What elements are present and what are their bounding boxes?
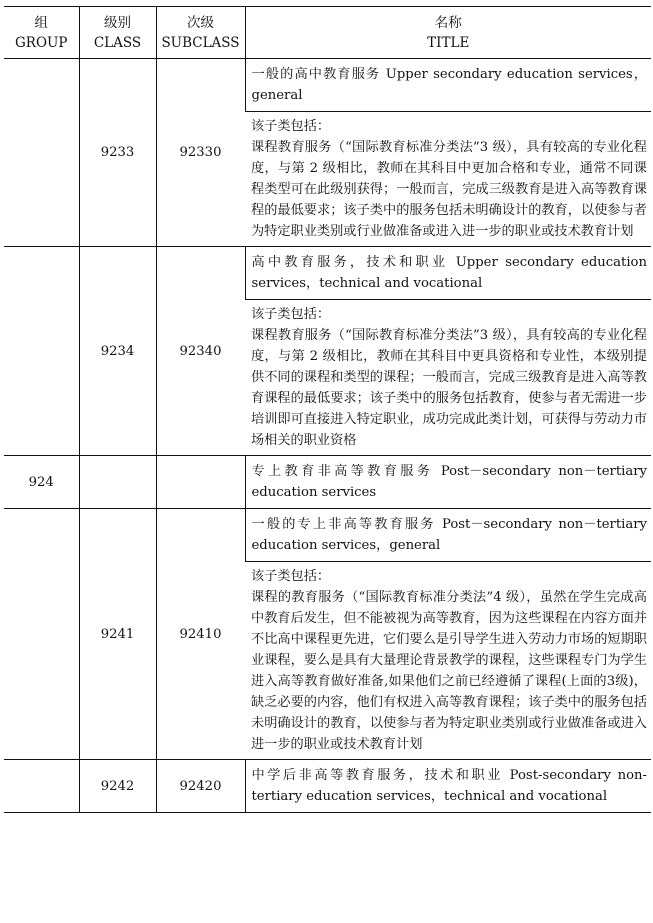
class-cell [79, 456, 156, 509]
group-cell [4, 509, 79, 760]
subclass-cell: 92330 [156, 59, 245, 247]
classification-table [4, 6, 651, 813]
group-cell [4, 760, 79, 813]
header-group-cn: 组 [34, 15, 48, 31]
header-title-en: TITLE [427, 35, 470, 51]
subclass-cell [156, 456, 245, 509]
header-title [245, 7, 651, 59]
table-header-row [4, 7, 651, 59]
table-row-924 [4, 456, 651, 509]
header-class [79, 7, 156, 59]
title-cell: 一般的专上非高等教育服务 Post－secondary non－tertiary education services，general [245, 509, 651, 562]
header-subclass [156, 7, 245, 59]
header-class-en: CLASS [93, 35, 142, 51]
title-cell: 一般的高中教育服务 Upper secondary education services，general [245, 59, 651, 112]
header-subclass-cn: 次级 [187, 15, 214, 31]
class-cell: 9234 [79, 247, 156, 456]
class-cell: 9241 [79, 509, 156, 760]
title-cell: 中学后非高等教育服务，技术和职业 Post-secondary non-tertiary education services，technical and vocational [245, 760, 651, 813]
description-cell [245, 112, 651, 247]
description-cell [245, 562, 651, 760]
description-label: 该子类包括： [251, 119, 331, 134]
table-row-9241-title [4, 509, 651, 562]
subclass-cell: 92340 [156, 247, 245, 456]
subclass-cell: 92410 [156, 509, 245, 760]
description-label: 该子类包括： [251, 307, 331, 322]
class-cell: 9242 [79, 760, 156, 813]
title-cell: 高中教育服务，技术和职业 Upper secondary education services，technical and vocational [245, 247, 651, 300]
subclass-cell: 92420 [156, 760, 245, 813]
header-class-cn: 级别 [104, 15, 131, 31]
header-group-en: GROUP [15, 35, 68, 51]
header-group [4, 7, 79, 59]
description-cell [245, 300, 651, 456]
group-cell [4, 247, 79, 456]
description-text: 课程教育服务（“国际教育标准分类法”3 级），具有较高的专业化程度，与第 2 级相比，教师在其科目中更具资格和专业性，本级别提供不同的课程和类型的课程；一般而言，完成三级教育是进入高等教育课程的最低要求；该子类中的服务包括教育，使参与者无需进一步培训即可直接进入特定职业，成功完成此类计划，可获得与劳动力市场相关的职业资格 [251, 328, 647, 448]
header-subclass-en: SUBCLASS [161, 35, 240, 51]
group-cell: 924 [4, 456, 79, 509]
classification-table-container [4, 6, 651, 813]
description-label: 该子类包括： [251, 569, 331, 584]
table-row-9242 [4, 760, 651, 813]
description-text: 课程教育服务（“国际教育标准分类法”3 级），具有较高的专业化程度，与第 2 级相比，教师在其科目中更加合格和专业，通常不同课程类型可在此级别获得；一般而言，完成三级教育是进入高等教育课程的最低要求；该子类中的服务包括未明确设计的教育，以使参与者为特定职业类别或行业做准备或进入进一步的职业或技术教育计划 [251, 140, 647, 239]
header-title-cn: 名称 [434, 15, 462, 31]
table-row-9233-title [4, 59, 651, 112]
table-row-9234-title [4, 247, 651, 300]
title-cell: 专上教育非高等教育服务 Post－secondary non－tertiary education services [245, 456, 651, 509]
description-text: 课程的教育服务（“国际教育标准分类法”4 级），虽然在学生完成高中教育后发生，但不能被视为高等教育，因为这些课程在内容方面并不比高中课程更先进，它们要么是引导学生进入劳动力市场的短期职业课程，要么是具有大量理论背景教学的课程，这些课程专门为学生进入高等教育做好准备,如果他们之前已经遵循了课程(上面的3级)，缺乏必要的内容，他们有权进入高等教育课程；该子类中的服务包括未明确设计的教育，以使参与者为特定职业类别或行业做准备或进入进一步的职业或技术教育计划 [251, 590, 647, 752]
group-cell [4, 59, 79, 247]
class-cell: 9233 [79, 59, 156, 247]
